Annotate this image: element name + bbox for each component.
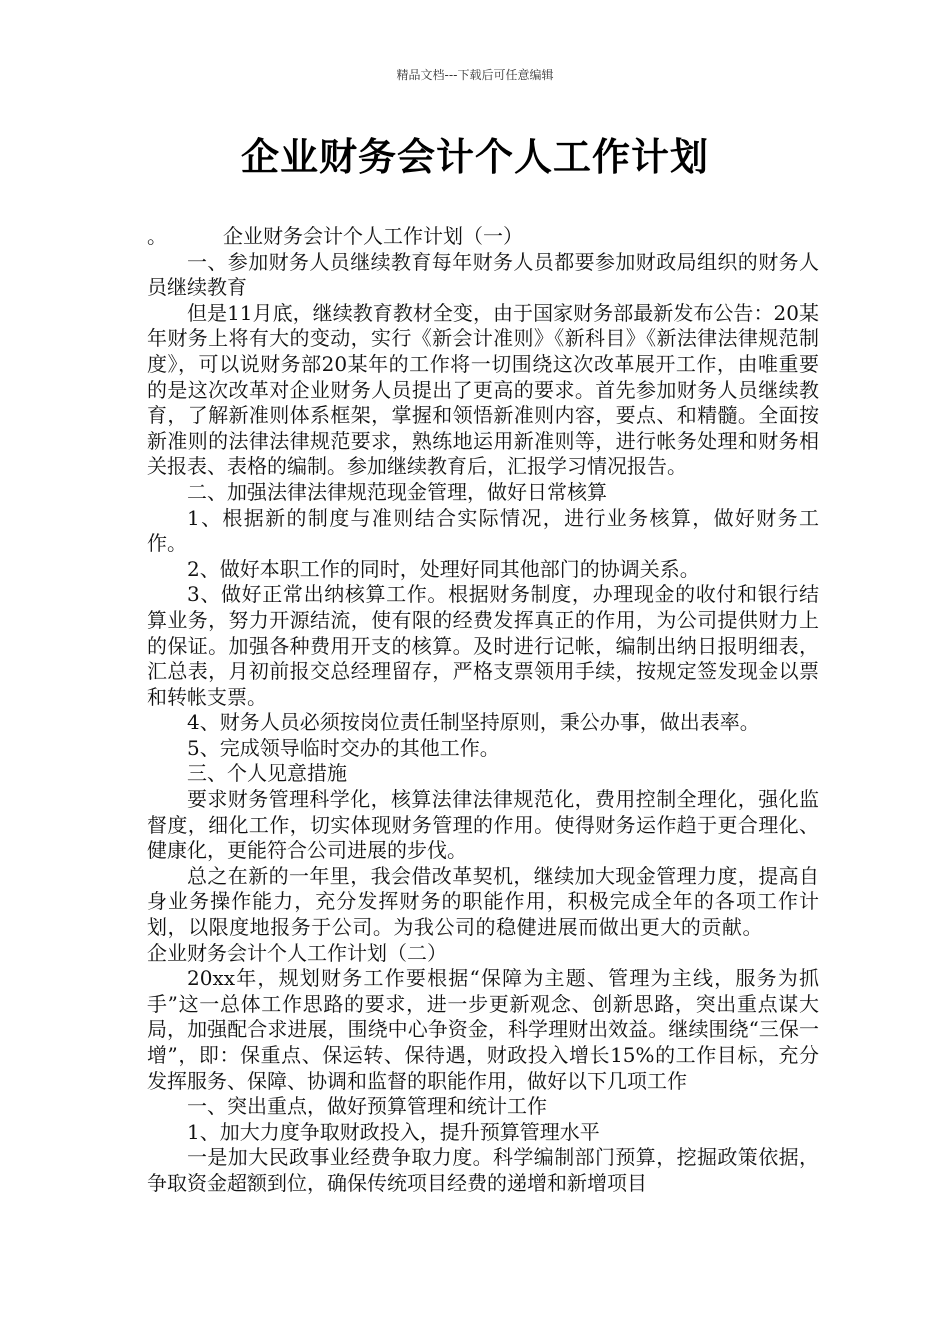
section-heading-1: 企业财务会计个人工作计划（一）	[223, 224, 523, 248]
paragraph: 4、财务人员必须按岗位责任制坚持原则，秉公办事，做出表率。	[187, 710, 760, 735]
intro-mark: 。	[147, 224, 167, 248]
paragraph: 一是加大民政事业经费争取力度。科学编制部门预算，挖掘政策依据，争取资金超额到位，确保传统项目经费的递增和新增项目	[147, 1145, 819, 1195]
paragraph: 3、做好正常出纳核算工作。根据财务制度，办理现金的收付和银行结算业务，努力开源结流，使有限的经费发挥真正的作用，为公司提供财力上的保证。加强各种费用开支的核算。及时进行记帐，编制出纳日报明细表，汇总表，月初前报交总经理留存，严格支票领用手续，按规定签发现金以票和转帐支票。	[147, 582, 819, 709]
paragraph: 2、做好本职工作的同时，处理好同其他部门的协调关系。	[187, 556, 700, 581]
paragraph: 1、加大力度争取财政投入，提升预算管理水平	[187, 1119, 600, 1144]
closing-paragraph	[147, 864, 819, 966]
paragraph: 但是11月底，继续教育教材全变，由于国家财务部最新发布公告：20某年财务上将有大的变动，实行《新会计准则》《新科目》《新法律法律规范制度》，可以说财务部20某年的工作将一切围绕这次改革展开工作，由唯重要的是这次改革对企业财务人员提出了更高的要求。首先参加财务人员继续教育，了解新准则体系框架，掌握和领悟新准则内容，要点、和精髓。全面按新准则的法律法律规范要求，熟练地运用新准则等，进行帐务处理和财务相关报表、表格的编制。参加继续教育后，汇报学习情况报告。	[147, 300, 819, 479]
paragraph: 20xx年，规划财务工作要根据“保障为主题、管理为主线，服务为抓手”这一总体工作思路的要求，进一步更新观念、创新思路，突出重点谋大局，加强配合求进展，围绕中心争资金，科学理财出效益。继续围绕“三保一增”，即：保重点、保运转、保待遇，财政投入增长15%的工作目标，充分发挥服务、保障、协调和监督的职能作用，做好以下几项工作	[147, 966, 819, 1093]
section-heading-2: 企业财务会计个人工作计划（二）	[147, 940, 447, 965]
header-note: 精品文档---下载后可任意编辑	[396, 68, 554, 82]
paragraph: 一、突出重点，做好预算管理和统计工作	[187, 1094, 547, 1119]
document-title: 企业财务会计个人工作计划	[240, 135, 709, 179]
paragraph: 要求财务管理科学化，核算法律法律规范化，费用控制全理化，强化监督度，细化工作，切实体现财务管理的作用。使得财务运作趋于更合理化、健康化，更能符合公司进展的步伐。	[147, 787, 819, 863]
paragraph: 一、参加财务人员继续教育每年财务人员都要参加财政局组织的财务人员继续教育	[147, 249, 819, 300]
closing-text: 总之在新的一年里，我会借改革契机，继续加大现金管理力度，提高自身业务操作能力，充分发挥财务的职能作用，积极完成全年的各项工作计划，以限度地报务于公司。为我公司的稳健进展而做出更大的贡献。	[147, 863, 819, 940]
paragraph: 三、个人见意措施	[187, 761, 347, 786]
paragraph: 1、根据新的制度与准则结合实际情况，进行业务核算，做好财务工作。	[147, 505, 819, 556]
paragraph: 5、完成领导临时交办的其他工作。	[187, 735, 500, 760]
paragraph: 二、加强法律法律规范现金管理，做好日常核算	[187, 479, 607, 504]
intro-line	[147, 224, 819, 250]
document-body	[147, 224, 819, 1197]
